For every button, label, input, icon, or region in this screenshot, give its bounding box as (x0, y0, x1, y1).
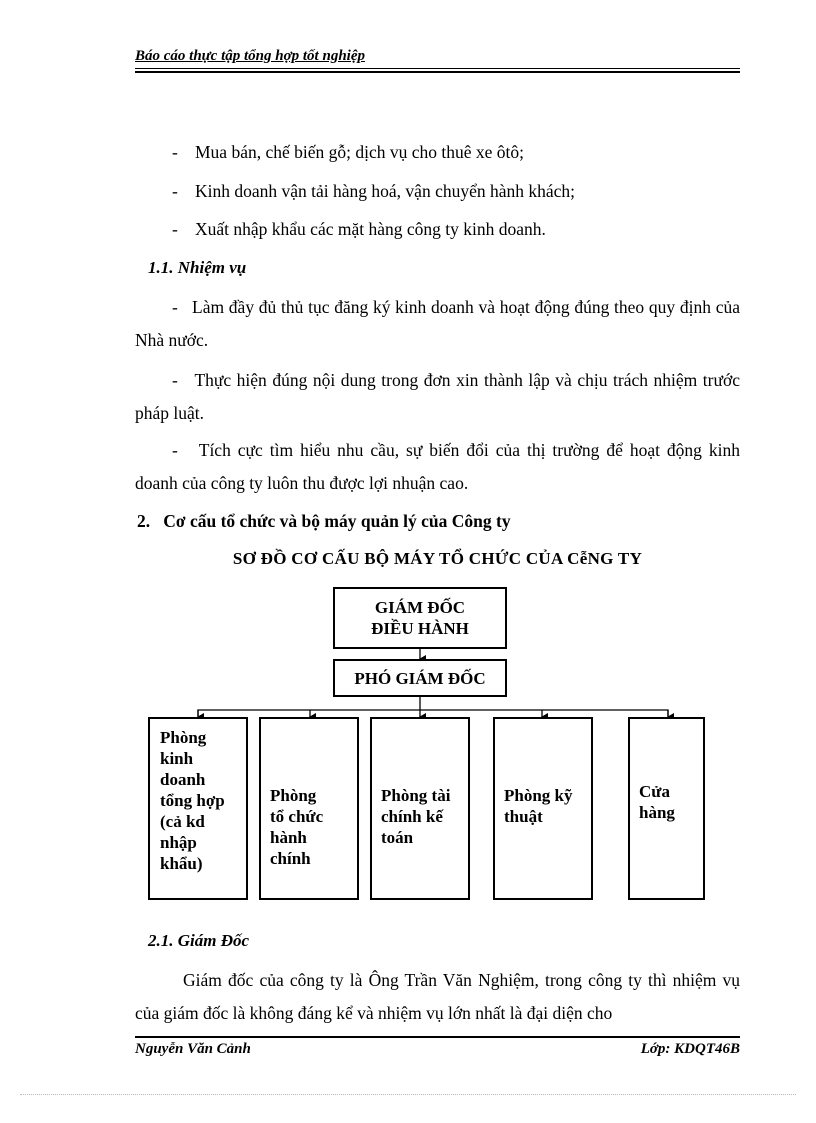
org-box-director (333, 587, 507, 649)
dept-line: tổ chức (270, 807, 324, 826)
director-paragraph: Giám đốc của công ty là Ông Trần Văn Nghiệm, trong công ty thì nhiệm vụ của giám đốc là không đáng kể và nhiệm vụ lớn nhất là đại diện cho (135, 970, 740, 1023)
bullet-dash: - (172, 181, 178, 201)
footer-rule (135, 1036, 740, 1038)
dept-line: chính (270, 849, 311, 868)
dept-line: Phòng (270, 786, 317, 805)
dept-line: Cửa (639, 782, 670, 801)
footer-author: Nguyễn Văn Cảnh (135, 1041, 251, 1057)
dept-line: Phòng tài (381, 786, 451, 805)
dept-line: thuật (504, 807, 543, 826)
org-box-dept-technical (493, 717, 593, 900)
org-box-deputy (333, 659, 507, 697)
bullet-text: Mua bán, chế biến gỗ; dịch vụ cho thuê xe ôtô; (195, 142, 525, 162)
dept-line: kinh (160, 749, 194, 768)
org-box-dept-store (628, 717, 705, 900)
org-box-deputy-label: PHÓ GIÁM ĐỐC (354, 668, 486, 688)
bullet-dash: - (172, 219, 178, 239)
dept-line: Phòng (160, 728, 207, 747)
dept-line: hàng (639, 803, 675, 822)
bullet-text: Xuất nhập khẩu các mặt hàng công ty kinh doanh. (195, 219, 546, 239)
dept-line: khẩu) (160, 854, 203, 873)
section-heading-2: 2. Cơ cấu tổ chức và bộ máy quản lý của Công ty (137, 511, 511, 531)
footer-class: Lớp: KDQT46B (640, 1041, 740, 1057)
dept-line: nhập (160, 833, 197, 852)
paragraph-dash: - (172, 370, 178, 390)
paragraph-dash: - (172, 297, 178, 317)
org-box-dept-business (148, 717, 248, 900)
paragraph-dash: - (172, 440, 178, 460)
page-header-title: Báo cáo thực tập tổng hợp tốt nghiệp (135, 48, 365, 64)
bullet-text: Kinh doanh vận tải hàng hoá, vận chuyển hành khách; (195, 181, 576, 201)
dept-line: doanh (160, 770, 206, 789)
page-bottom-border (20, 1094, 796, 1095)
org-box-dept-admin (259, 717, 359, 900)
paragraph-text: Làm đầy đủ thủ tục đăng ký kinh doanh và hoạt động đúng theo quy định của Nhà nước. (135, 297, 741, 350)
org-box-director-line-1: GIÁM ĐỐC (374, 598, 466, 617)
connector-bus (198, 710, 668, 716)
paragraph-text: Tích cực tìm hiểu nhu cầu, sự biến đổi của thị trường để hoạt động kinh doanh của công ty luôn thu được lợi nhuận cao. (135, 440, 741, 493)
dept-line: hành (270, 828, 307, 847)
paragraph-text: Thực hiện đúng nội dung trong đơn xin thành lập và chịu trách nhiệm trước pháp luật. (135, 370, 740, 423)
dept-line: tổng hợp (160, 791, 225, 810)
dept-line: (cả kd (160, 812, 205, 831)
org-box-director-line-2: ĐIỀU HÀNH (371, 619, 469, 638)
org-chart-title: SƠ ĐỒ CƠ CẤU BỘ MÁY TỔ CHỨC CỦA CễNG TY (232, 549, 643, 568)
section-heading-2-1: 2.1. Giám Đốc (148, 931, 250, 950)
dept-line: Phòng kỹ (504, 786, 573, 805)
dept-line: toán (381, 828, 414, 847)
section-heading-1-1: 1.1. Nhiệm vụ (148, 258, 247, 277)
bullet-dash: - (172, 142, 178, 162)
dept-line: chính kế (381, 807, 443, 826)
org-box-dept-finance (370, 717, 470, 900)
